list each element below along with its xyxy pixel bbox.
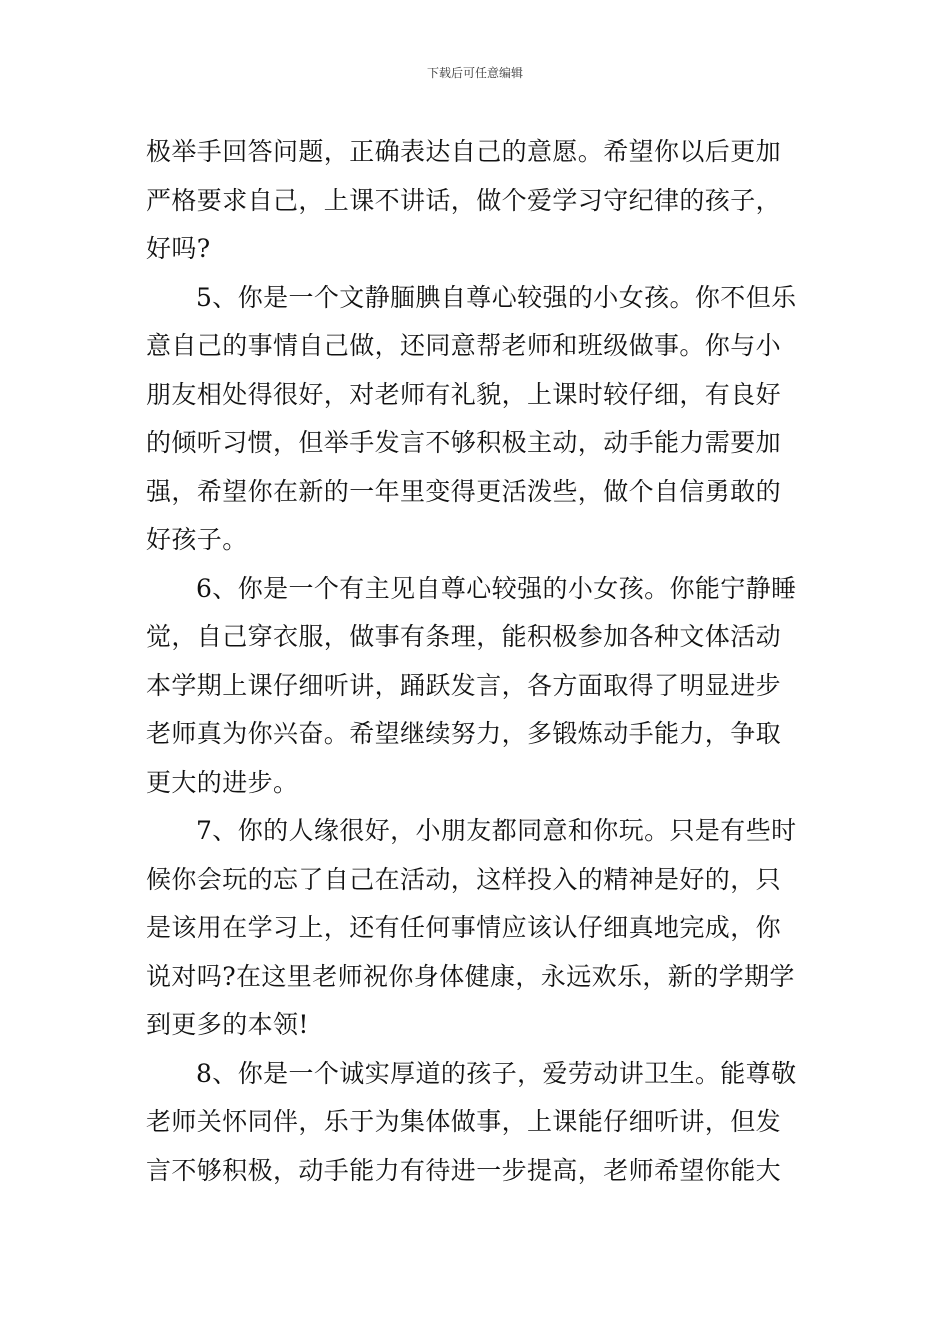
text-line: 严格要求自己，上课不讲话，做个爱学习守纪律的孩子， (146, 185, 782, 215)
text-line: 说对吗?在这里老师祝你身体健康，永远欢乐，新的学期学 (146, 961, 795, 991)
text-line: 朋友相处得很好，对老师有礼貌，上课时较仔细，有良好 (146, 379, 782, 409)
text-line: 好吗? (146, 234, 211, 263)
paragraph-start-line: 8、你是一个诚实厚道的孩子，爱劳动讲卫生。能尊敬 (196, 1058, 797, 1088)
paragraph-start-line: 5、你是一个文静腼腆自尊心较强的小女孩。你不但乐 (196, 282, 797, 312)
paragraph-start-line: 6、你是一个有主见自尊心较强的小女孩。你能宁静睡 (196, 573, 797, 603)
document-body (146, 128, 816, 1195)
text-line: 好孩子。 (146, 525, 248, 554)
text-line: 强，希望你在新的一年里变得更活泼些，做个自信勇敢的 (146, 476, 782, 506)
text-line: 老师真为你兴奋。希望继续努力，多锻炼动手能力，争取 (146, 719, 782, 748)
text-line: 到更多的本领! (146, 1010, 309, 1039)
page-header: 下载后可任意编辑 (426, 66, 523, 80)
text-line: 是该用在学习上，还有任何事情应该认仔细真地完成，你 (146, 913, 782, 942)
text-line: 更大的进步。 (146, 767, 299, 797)
text-line: 言不够积极，动手能力有待进一步提高，老师希望你能大 (146, 1155, 782, 1185)
text-line: 老师关怀同伴，乐于为集体做事，上课能仔细听讲，但发 (146, 1107, 782, 1136)
text-line: 极举手回答问题，正确表达自己的意愿。希望你以后更加 (146, 137, 782, 166)
text-line: 本学期上课仔细听讲，踊跃发言，各方面取得了明显进步 (146, 670, 782, 700)
text-line: 候你会玩的忘了自己在活动，这样投入的精神是好的，只 (146, 864, 782, 894)
text-line: 意自己的事情自己做，还同意帮老师和班级做事。你与小 (146, 331, 782, 360)
text-line: 的倾听习惯，但举手发言不够积极主动，动手能力需要加 (146, 428, 782, 457)
paragraph-start-line: 7、你的人缘很好，小朋友都同意和你玩。只是有些时 (196, 816, 797, 845)
text-line: 觉，自己穿衣服，做事有条理，能积极参加各种文体活动 (146, 622, 782, 651)
